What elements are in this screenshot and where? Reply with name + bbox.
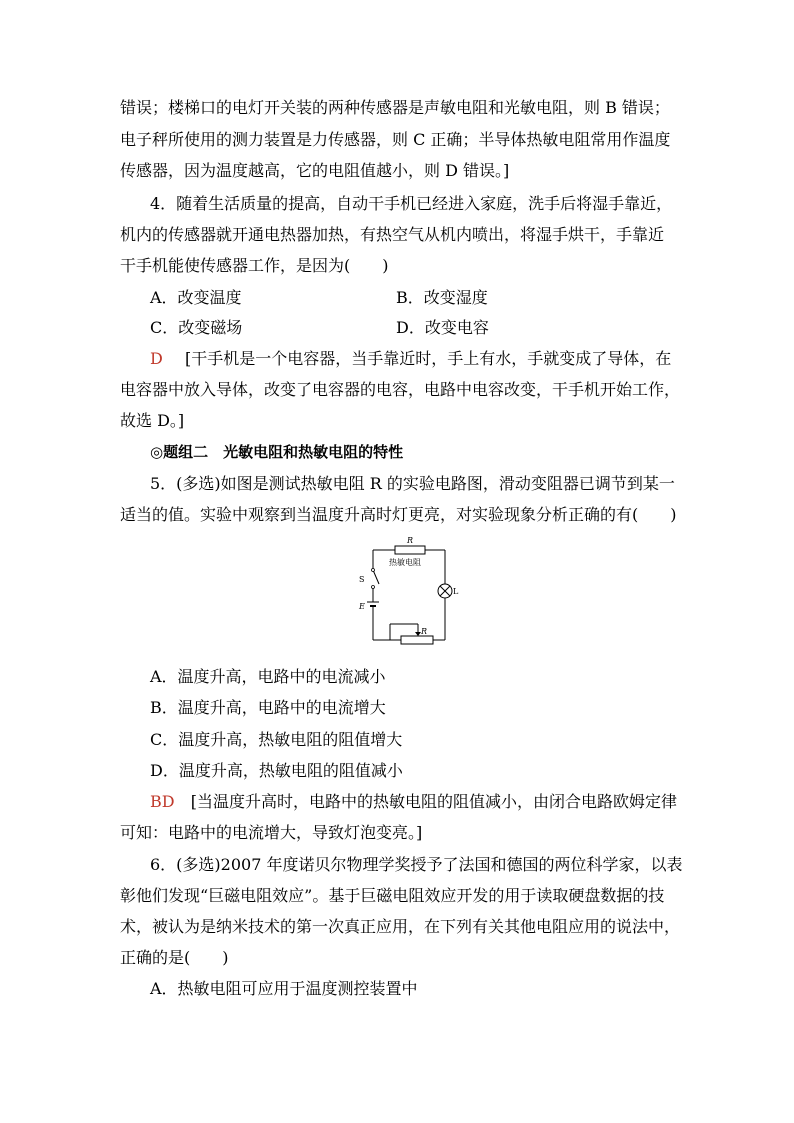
q6-stem-line-2: 彰他们发现“巨磁电阻效应”。基于巨磁电阻效应开发的用于读取硬盘数据的技 <box>120 886 665 905</box>
q4-option-b: B．改变湿度 <box>396 288 488 307</box>
thermistor-caption: 热敏电阻 <box>389 558 421 567</box>
q6-stem-line-4: 正确的是( ) <box>120 948 229 967</box>
switch-lever <box>373 570 379 584</box>
q5-explanation-line-2: 可知：电路中的电流增大，导致灯泡变亮。] <box>120 823 423 842</box>
q5-explanation-line-1 <box>150 792 677 812</box>
q4-answer: D <box>150 349 163 368</box>
lamp-label: L <box>453 587 459 596</box>
switch-label: S <box>359 575 365 584</box>
q4-explanation-line-1 <box>150 349 671 369</box>
prev-answer-line-2: 电子秤所使用的测力装置是力传感器，则 C 正确；半导体热敏电阻常用作温度 <box>120 130 671 149</box>
q4-explanation-line-2: 电容器中放入导体，改变了电容器的电容，电路中电容改变，干手机开始工作， <box>120 380 681 399</box>
q5-stem-line-1: 5．(多选)如图是测试热敏电阻 R 的实验电路图，滑动变阻器已调节到某一 <box>150 474 675 493</box>
q4-option-d: D．改变电容 <box>396 318 489 337</box>
q5-answer: BD <box>150 792 175 811</box>
switch-contact-bottom <box>372 586 375 589</box>
q6-option-a: A．热敏电阻可应用于温度测控装置中 <box>150 979 418 998</box>
q4-stem-line-3: 干手机能使传感器工作，是因为( ) <box>120 256 389 275</box>
rheostat-label: R <box>421 627 428 636</box>
q5-stem-line-2: 适当的值。实验中观察到当温度升高时灯更亮，对实验现象分析正确的有( ) <box>120 505 677 524</box>
rheostat-body <box>401 636 433 644</box>
q5-option-d: D．温度升高，热敏电阻的阻值减小 <box>150 761 403 780</box>
q4-option-c: C．改变磁场 <box>150 318 243 337</box>
q6-stem-line-1: 6．(多选)2007 年度诺贝尔物理学奖授予了法国和德国的两位科学家，以表 <box>150 855 683 874</box>
switch-contact-top <box>372 569 375 572</box>
thermistor-resistor <box>395 546 425 554</box>
q4-explanation-line-3: 故选 D。] <box>120 411 185 430</box>
prev-answer-line-1: 错误；楼梯口的电灯开关装的两种传感器是声敏电阻和光敏电阻，则 B 错误； <box>120 98 670 117</box>
q4-explanation-text-1: [干手机是一个电容器，当手靠近时，手上有水，手就变成了导体，在 <box>185 349 672 368</box>
q4-stem-line-1: 4．随着生活质量的提高，自动干手机已经进入家庭，洗手后将湿手靠近， <box>150 194 673 213</box>
circuit-diagram <box>355 532 459 648</box>
source-label: E <box>359 602 365 611</box>
thermistor-label: R <box>407 536 414 545</box>
q5-option-a: A．温度升高，电路中的电流减小 <box>150 667 386 686</box>
q5-option-b: B．温度升高，电路中的电流增大 <box>150 698 386 717</box>
q6-stem-line-3: 术，被认为是纳米技术的第一次真正应用，在下列有关其他电阻应用的说法中， <box>120 917 681 936</box>
q5-explanation-text-1: [当温度升高时，电路中的热敏电阻的阻值减小，由闭合电路欧姆定律 <box>190 792 678 811</box>
prev-answer-line-3: 传感器，因为温度越高，它的电阻值越小，则 D 错误。] <box>120 161 510 180</box>
section-heading: ◎题组二 光敏电阻和热敏电阻的特性 <box>150 443 404 461</box>
q4-option-a: A．改变温度 <box>150 288 242 307</box>
q4-stem-line-2: 机内的传感器就开通电热器加热，有热空气从机内喷出，将湿手烘干，手靠近 <box>120 225 665 244</box>
q5-option-c: C．温度升高，热敏电阻的阻值增大 <box>150 730 403 749</box>
